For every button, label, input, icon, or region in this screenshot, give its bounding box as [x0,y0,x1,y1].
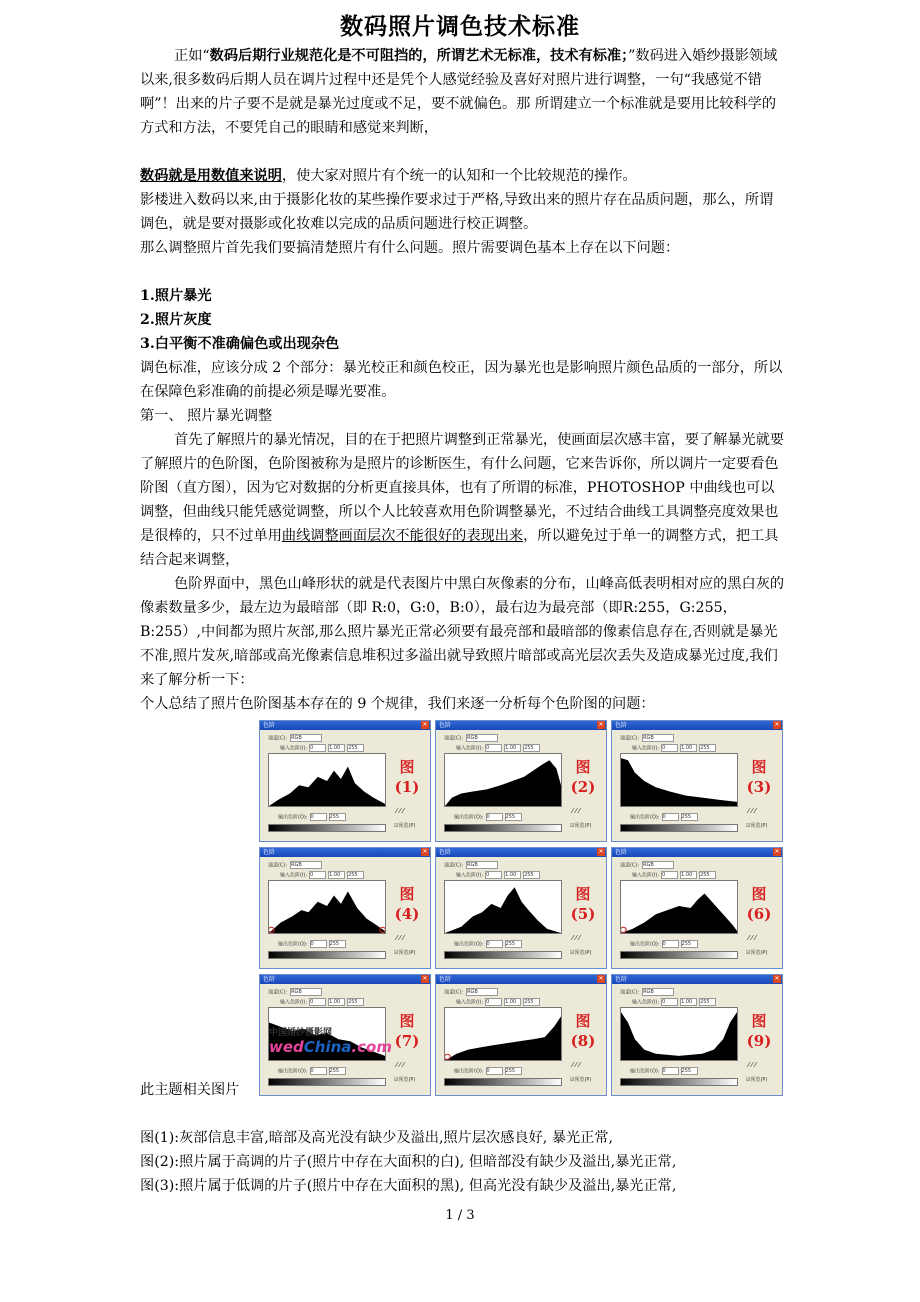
input-white-field[interactable]: 255 [523,871,540,879]
output-gradient[interactable] [268,1078,386,1086]
close-icon[interactable]: ✕ [774,848,780,855]
document-body [140,44,785,716]
dialog-titlebar [436,975,606,984]
close-icon[interactable]: ✕ [598,975,604,982]
analysis-list [140,1126,790,1198]
list-item: 2.照片灰度 [140,312,212,328]
preview-checkbox[interactable]: ☑预览(P) [746,950,768,956]
preview-checkbox[interactable]: ☑预览(P) [394,823,416,829]
figure-label: 图 (9) [746,1012,772,1050]
preview-checkbox[interactable]: ☑预览(P) [570,1077,592,1083]
intro-paragraph-1 [140,44,785,140]
channel-row: 通道(C): RGB [268,861,322,869]
output-black-field[interactable]: 0 [310,940,327,948]
output-white-field[interactable]: 255 [505,1067,522,1075]
intro-paragraph-2-text: ，使大家对照片有个统一的认知和一个比较规范的操作。 [281,168,637,184]
output-black-field[interactable]: 0 [310,1067,327,1075]
input-white-field[interactable]: 255 [699,871,716,879]
input-gamma-field[interactable]: 1.00 [504,998,521,1006]
output-gradient[interactable] [620,1078,738,1086]
input-gamma-field[interactable]: 1.00 [504,744,521,752]
channel-select[interactable]: RGB [290,861,322,869]
output-levels-row: 输出色阶(O): 0 255 [278,940,346,948]
analysis-item: 图(1):灰部信息丰富,暗部及高光没有缺少及溢出,照片层次感良好, 暴光正常, [140,1130,614,1146]
output-gradient[interactable] [444,951,562,959]
input-levels-row: 输入色阶(I): 0 1.00 255 [456,871,540,879]
channel-row: 通道(C): RGB [444,734,498,742]
list-item: 3.白平衡不准确偏色或出现杂色 [140,336,340,352]
histogram [620,1007,738,1061]
eyedropper-icon[interactable]: ⁄ ⁄ ⁄ [572,1061,580,1069]
histogram [444,753,562,807]
levels-dialog [259,720,431,842]
output-levels-row: 输出色阶(O): 0 255 [630,813,698,821]
input-black-field[interactable]: 0 [485,998,502,1006]
histogram [268,880,386,934]
histogram [268,753,386,807]
body-paragraph-7 [140,428,785,572]
preview-checkbox[interactable]: ☑预览(P) [570,950,592,956]
intro-text: 正如“ [174,48,210,64]
intro-text-continued: ”数码进入婚纱摄影领域以来,很多数码后期人员在调片过程中还是凭个人感觉经验及喜好对照片进行调整，一句“我感觉不错啊”！出来的片子要不是就是暴光过度或不足，要不就偏色。那 所谓建立一个标准就是要用比较科学的方式和方法，不要凭自己的眼睛和感觉来判断， [140,48,778,136]
input-gamma-field[interactable]: 1.00 [328,998,345,1006]
dialog-title: 色阶 [263,722,276,729]
output-white-field[interactable]: 255 [505,813,522,821]
histogram [620,753,738,807]
channel-select[interactable]: RGB [290,988,322,996]
analysis-item: 图(2):照片属于高调的片子(照片中存在大面积的白), 但暗部没有缺少及溢出,暴光正常, [140,1154,677,1170]
output-levels-row: 输出色阶(O): 0 255 [630,940,698,948]
dialog-titlebar [612,975,782,984]
output-levels-row: 输出色阶(O): 0 255 [630,1067,698,1075]
channel-select[interactable]: RGB [466,734,498,742]
eyedropper-icon[interactable]: ⁄ ⁄ ⁄ [748,1061,756,1069]
channel-select[interactable]: RGB [642,734,674,742]
document-title: 数码照片调色技术标准 [340,14,580,40]
output-black-field[interactable]: 0 [662,1067,679,1075]
output-black-field[interactable]: 0 [662,813,679,821]
output-gradient[interactable] [268,951,386,959]
body-text: 首先了解照片的暴光情况，目的在于把照片调整到正常暴光，使画面层次感丰富，要了解暴光就要了解照片的色阶图，色阶图被称为是照片的诊断医生，有什么问题，它来告诉你，所以调片一定要看色阶图（直方图），因为它对数据的分析更直接具体，也有了所谓的标准，PHOTOSHOP 中曲线也可以调整，但曲线只能凭感觉调整，所以个人比较喜欢用色阶调整暴光，不过结合曲线工具调整亮度效果也是很棒的，只不过单用 [140,432,785,544]
close-icon[interactable]: ✕ [422,848,428,855]
dialog-title: 色阶 [263,976,276,983]
input-gamma-field[interactable]: 1.00 [328,744,345,752]
body-paragraph-5: 调色标准，应该分成 2 个部分：暴光校正和颜色校正，因为暴光也是影响照片颜色品质的一部分，所以在保障色彩准确的前提必须是曝光要准。 [140,360,783,400]
channel-row: 通道(C): RGB [620,861,674,869]
histogram [444,880,562,934]
levels-dialog [611,720,783,842]
watermark-logo [269,1025,392,1056]
input-white-field[interactable]: 255 [523,998,540,1006]
channel-row: 通道(C): RGB [444,988,498,996]
figure-label: 图 (4) [394,885,420,923]
input-black-field[interactable]: 0 [661,871,678,879]
input-white-field[interactable]: 255 [523,744,540,752]
figure-label: 图 (8) [570,1012,596,1050]
input-levels-row: 输入色阶(I): 0 1.00 255 [632,744,716,752]
body-text-continued: ，所以避免过于单一的调整方式，把工具结合起来调整， [140,528,779,568]
preview-checkbox[interactable]: ☑预览(P) [746,1077,768,1083]
close-icon[interactable]: ✕ [422,975,428,982]
output-gradient[interactable] [268,824,386,832]
input-gamma-field[interactable]: 1.00 [504,871,521,879]
list-item: 1.照片暴光 [140,288,212,304]
levels-dialog [259,847,431,969]
body-paragraph-9: 个人总结了照片色阶图基本存在的 9 个规律，我们来逐一分析每个色阶图的问题： [140,696,655,712]
output-levels-row: 输出色阶(O): 0 255 [454,940,522,948]
close-icon[interactable]: ✕ [598,721,604,728]
dialog-title: 色阶 [439,849,452,856]
close-icon[interactable]: ✕ [598,848,604,855]
preview-checkbox[interactable]: ☑预览(P) [394,1077,416,1083]
output-white-field[interactable]: 255 [505,940,522,948]
dialog-titlebar [260,975,430,984]
intro-bold-text: 数码后期行业规范化是不可阻挡的，所谓艺术无标准，技术有标准； [209,48,629,64]
dialog-title: 色阶 [439,722,452,729]
input-white-field[interactable]: 255 [347,998,364,1006]
channel-select[interactable]: RGB [642,861,674,869]
analysis-item: 图(3):照片属于低调的片子(照片中存在大面积的黑), 但高光没有缺少及溢出,暴光正常, [140,1178,677,1194]
intro-paragraph-2 [140,164,785,188]
input-black-field[interactable]: 0 [661,744,678,752]
histogram [444,1007,562,1061]
eyedropper-icon[interactable]: ⁄ ⁄ ⁄ [396,807,404,815]
figure-label: 图 (1) [394,758,420,796]
output-white-field[interactable]: 255 [681,813,698,821]
figure-label: 图 (2) [570,758,596,796]
input-white-field[interactable]: 255 [699,744,716,752]
histogram [620,880,738,934]
output-white-field[interactable]: 255 [329,1067,346,1075]
input-black-field[interactable]: 0 [661,998,678,1006]
output-black-field[interactable]: 0 [486,1067,503,1075]
input-black-field[interactable]: 0 [485,871,502,879]
levels-dialog [435,847,607,969]
dialog-title: 色阶 [615,976,628,983]
dialog-title: 色阶 [263,849,276,856]
preview-checkbox[interactable]: ☑预览(P) [394,950,416,956]
body-paragraph-8: 色阶界面中，黑色山峰形状的就是代表图片中黑白灰像素的分布，山峰高低表明相对应的黑白灰的像素数量多少，最左边为最暗部（即 R:0，G:0，B:0），最右边为最亮部（即R:255，G:255，B:255）,中间都为照片灰部,那么照片暴光正常必须要有最亮部和最暗部的像素信息存在,否则就是暴光不准,照片发灰,暗部或高光像素信息堆积过多溢出就导致照片暗部或高光层次丢失及造成暴光过度,我们来了解分析一下： [140,576,785,688]
output-levels-row: 输出色阶(O): 0 255 [454,1067,522,1075]
close-icon[interactable]: ✕ [774,721,780,728]
dialog-titlebar [436,848,606,857]
dialog-title: 色阶 [615,849,628,856]
output-levels-row: 输出色阶(O): 0 255 [454,813,522,821]
levels-dialog [611,847,783,969]
preview-checkbox[interactable]: ☑预览(P) [570,823,592,829]
output-black-field[interactable]: 0 [310,813,327,821]
figure-label: 图 (5) [570,885,596,923]
dialog-title: 色阶 [439,976,452,983]
input-black-field[interactable]: 0 [309,871,326,879]
input-levels-row: 输入色阶(I): 0 1.00 255 [280,998,364,1006]
eyedropper-icon[interactable]: ⁄ ⁄ ⁄ [572,807,580,815]
channel-select[interactable]: RGB [466,861,498,869]
intro-paragraph-3: 影楼进入数码以来,由于摄影化妆的某些操作要求过于严格,导致出来的照片存在品质问题，那么，所谓调色，就是要对摄影或化妆难以完成的品质问题进行校正调整。 [140,192,774,232]
output-white-field[interactable]: 255 [329,940,346,948]
eyedropper-icon[interactable]: ⁄ ⁄ ⁄ [396,934,404,942]
channel-row: 通道(C): RGB [620,734,674,742]
channel-row: 通道(C): RGB [444,861,498,869]
input-gamma-field[interactable]: 1.00 [680,871,697,879]
input-levels-row: 输入色阶(I): 0 1.00 255 [632,871,716,879]
eyedropper-icon[interactable]: ⁄ ⁄ ⁄ [572,934,580,942]
input-white-field[interactable]: 255 [699,998,716,1006]
section-heading: 第一、 照片暴光调整 [140,408,273,424]
eyedropper-icon[interactable]: ⁄ ⁄ ⁄ [396,1061,404,1069]
channel-select[interactable]: RGB [642,988,674,996]
output-gradient[interactable] [444,824,562,832]
output-black-field[interactable]: 0 [662,940,679,948]
eyedropper-icon[interactable]: ⁄ ⁄ ⁄ [748,807,756,815]
channel-select[interactable]: RGB [290,734,322,742]
output-black-field[interactable]: 0 [486,813,503,821]
levels-dialog [435,720,607,842]
dialog-titlebar [612,721,782,730]
channel-select[interactable]: RGB [466,988,498,996]
input-gamma-field[interactable]: 1.00 [680,998,697,1006]
underlined-text: 曲线调整画面层次不能很好的表现出来 [281,528,524,544]
input-black-field[interactable]: 0 [309,744,326,752]
output-gradient[interactable] [620,824,738,832]
output-white-field[interactable]: 255 [681,940,698,948]
close-icon[interactable]: ✕ [774,975,780,982]
close-icon[interactable]: ✕ [422,721,428,728]
emphasis-text: 数码就是用数值来说明 [140,168,282,184]
figure-label: 图 (3) [746,758,772,796]
channel-row: 通道(C): RGB [268,988,322,996]
watermark-line-1: 中国婚纱摄影网 [269,1028,333,1038]
channel-row: 通道(C): RGB [268,734,322,742]
dialog-titlebar [260,721,430,730]
input-black-field[interactable]: 0 [485,744,502,752]
eyedropper-icon[interactable]: ⁄ ⁄ ⁄ [748,934,756,942]
channel-row: 通道(C): RGB [620,988,674,996]
output-levels-row: 输出色阶(O): 0 255 [278,1067,346,1075]
figure-label: 图 (6) [746,885,772,923]
dialog-title: 色阶 [615,722,628,729]
input-levels-row: 输入色阶(I): 0 1.00 255 [632,998,716,1006]
input-white-field[interactable]: 255 [347,744,364,752]
input-levels-row: 输入色阶(I): 0 1.00 255 [280,871,364,879]
output-levels-row: 输出色阶(O): 0 255 [278,813,346,821]
output-white-field[interactable]: 255 [329,813,346,821]
output-gradient[interactable] [620,951,738,959]
intro-paragraph-4: 那么调整照片首先我们要搞清楚照片有什么问题。照片需要调色基本上存在以下问题： [140,240,680,256]
preview-checkbox[interactable]: ☑预览(P) [746,823,768,829]
levels-dialog [611,974,783,1096]
input-gamma-field[interactable]: 1.00 [680,744,697,752]
figure-caption: 此主题相关图片 [140,1082,240,1098]
input-levels-row: 输入色阶(I): 0 1.00 255 [456,998,540,1006]
output-white-field[interactable]: 255 [681,1067,698,1075]
figure-label: 图 (7) [394,1012,420,1050]
input-white-field[interactable]: 255 [347,871,364,879]
input-levels-row: 输入色阶(I): 0 1.00 255 [456,744,540,752]
page-number: 1 / 3 [445,1208,475,1223]
watermark-line-2: wedChina.com [269,1038,392,1056]
input-black-field[interactable]: 0 [309,998,326,1006]
input-levels-row: 输入色阶(I): 0 1.00 255 [280,744,364,752]
levels-dialog [435,974,607,1096]
output-black-field[interactable]: 0 [486,940,503,948]
input-gamma-field[interactable]: 1.00 [328,871,345,879]
output-gradient[interactable] [444,1078,562,1086]
dialog-titlebar [436,721,606,730]
dialog-titlebar [612,848,782,857]
dialog-titlebar [260,848,430,857]
